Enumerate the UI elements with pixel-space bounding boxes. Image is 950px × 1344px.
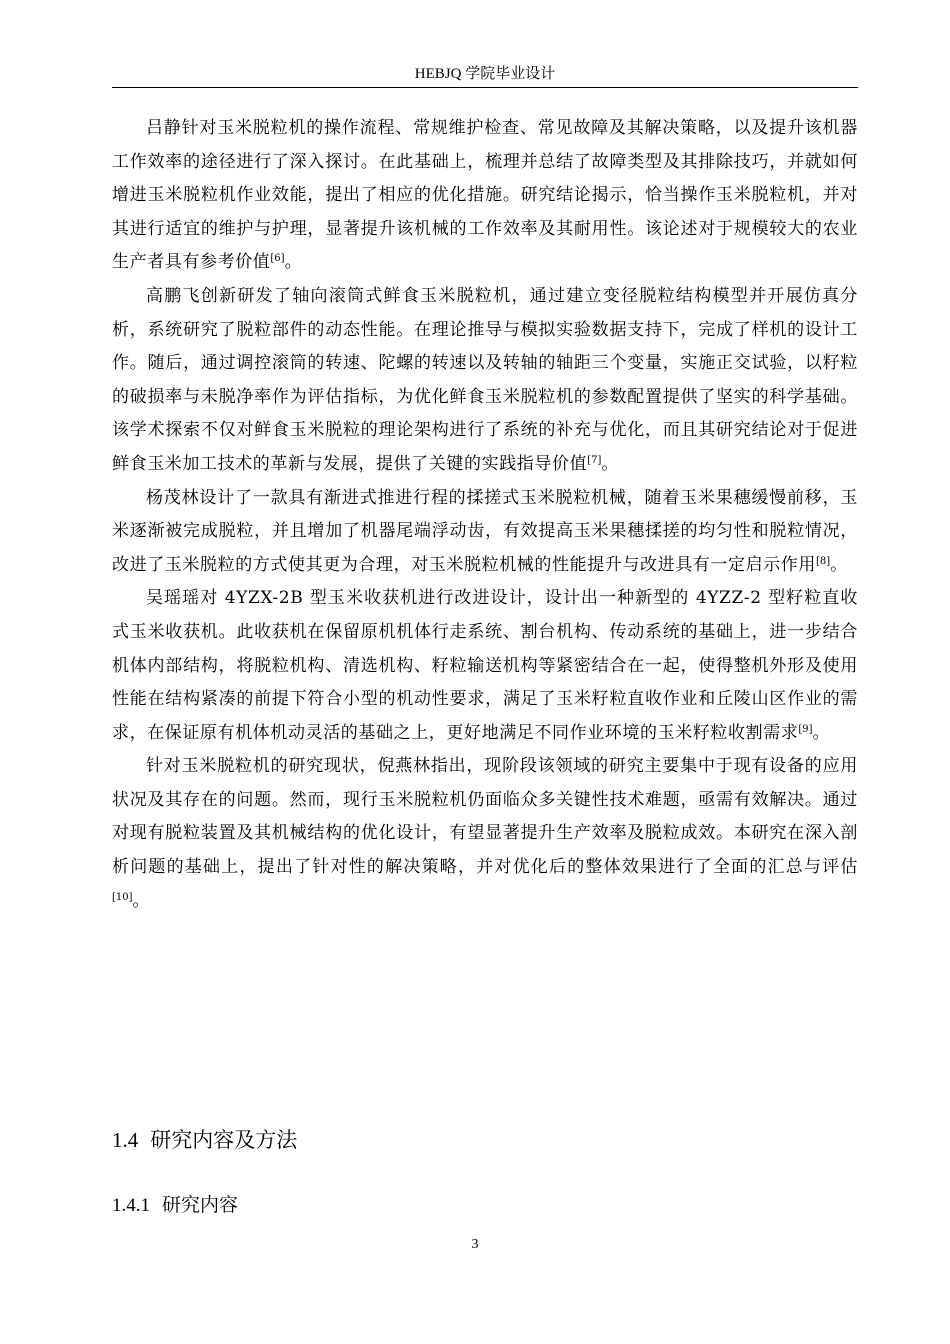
citation-ref: [8] xyxy=(816,555,831,567)
citation-ref: [7] xyxy=(587,454,602,466)
paragraph-end: 。 xyxy=(830,554,848,575)
paragraph-end: 。 xyxy=(601,453,619,474)
paragraph-2 xyxy=(112,280,858,482)
paragraph-text: 高鹏飞创新研发了轴向滚筒式鲜食玉米脱粒机，通过建立变径脱粒结构模型并开展仿真分析，系统研究了脱粒部件的动态性能。在理论推导与模拟实验数据支持下，完成了样机的设计工作。随后，通过调控滚筒的转速、陀螺的转速以及转轴的轴距三个变量，实施正交试验，以籽粒的破损率与未脱净率作为评估指标，为优化鲜食玉米脱粒机的参数配置提供了坚实的科学基础。该学术探索不仅对鲜食玉米脱粒的理论架构进行了系统的补充与优化，而且其研究结论对于促进鲜食玉米加工技术的革新与发展，提供了关键的实践指导价值 xyxy=(112,285,858,474)
paragraph-text: 吕静针对玉米脱粒机的操作流程、常规维护检查、常见故障及其解决策略，以及提升该机器工作效率的途径进行了深入探讨。在此基础上，梳理并总结了故障类型及其排除技巧，并就如何增进玉米脱粒机作业效能，提出了相应的优化措施。研究结论揭示，恰当操作玉米脱粒机，并对其进行适宜的维护与护理，显著提升该机械的工作效率及其耐用性。该论述对于规模较大的农业生产者具有参考价值 xyxy=(112,118,858,273)
paragraph-4 xyxy=(112,582,858,750)
paragraph-end: 。 xyxy=(132,890,151,911)
paragraph-1 xyxy=(112,112,858,280)
subsection-title: 研究内容 xyxy=(162,1194,239,1216)
header-title: HEBJQ 学院毕业设计 xyxy=(414,66,556,82)
section-title: 研究内容及方法 xyxy=(150,1128,298,1152)
citation-ref: [9] xyxy=(798,723,813,735)
citation-ref: [10] xyxy=(112,891,133,903)
paragraph-text: 吴瑶瑶对 4YZX-2B 型玉米收获机进行改进设计，设计出一种新型的 4YZZ-2 型籽粒直收式玉米收获机。此收获机在保留原机机体行走系统、割台机构、传动系统的基础上，进一步结合机体内部结构，将脱粒机构、清选机构、籽粒输送机构等紧密结合在一起，使得整机外形及使用性能在结构紧凑的前提下符合小型的机动性要求，满足了玉米籽粒直收作业和丘陵山区作业的需求，在保证原有机体机动灵活的基础之上，更好地满足不同作业环境的玉米籽粒收割需求 xyxy=(112,588,858,743)
section-heading xyxy=(112,1125,297,1155)
subsection-heading xyxy=(112,1191,238,1220)
paragraph-end: 。 xyxy=(284,252,303,273)
paragraph-text: 针对玉米脱粒机的研究现状，倪燕林指出，现阶段该领域的研究主要集中于现有设备的应用状况及其存在的问题。然而，现行玉米脱粒机仍面临众多关键性技术难题，亟需有效解决。通过对现有脱粒装置及其机械结构的优化设计，有望显著提升生产效率及脱粒成效。本研究在深入剖析问题的基础上，提出了针对性的解决策略，并对优化后的整体效果进行了全面的汇总与评估 xyxy=(112,756,858,878)
page-header xyxy=(112,65,858,88)
paragraph-end: 。 xyxy=(812,722,831,743)
subsection-number: 1.4.1 xyxy=(112,1195,150,1216)
paragraph-text: 杨茂林设计了一款具有渐进式推进行程的揉搓式玉米脱粒机械，随着玉米果穗缓慢前移，玉米逐渐被完成脱粒，并且增加了机器尾端浮动齿，有效提高玉米果穗揉搓的均匀性和脱粒情况，改进了玉米脱粒的方式使其更为合理，对玉米脱粒机械的性能提升与改进具有一定启示作用 xyxy=(112,487,858,575)
citation-ref: [6] xyxy=(270,253,285,265)
section-number: 1.4 xyxy=(112,1128,139,1152)
page-number: 3 xyxy=(471,1237,479,1252)
paragraph-3 xyxy=(112,482,858,583)
body-text xyxy=(112,112,858,918)
paragraph-5 xyxy=(112,750,858,918)
